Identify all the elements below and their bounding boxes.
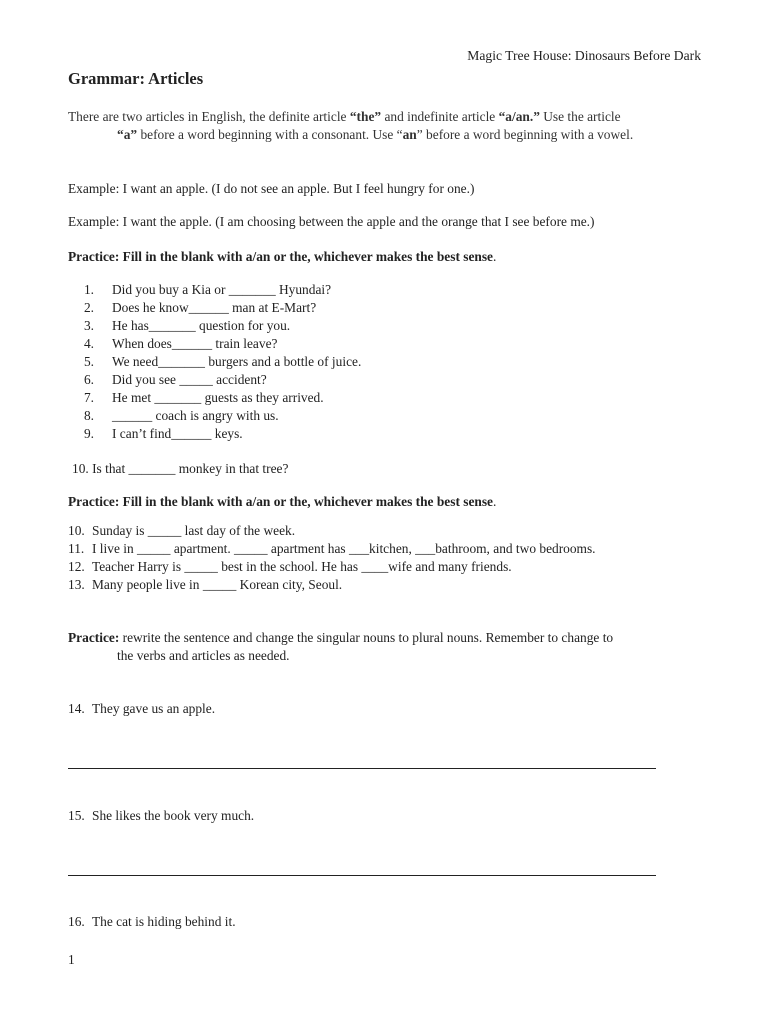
item-text: Does he know______ man at E-Mart? bbox=[112, 300, 317, 315]
practice-heading-3 bbox=[68, 629, 613, 647]
item-number: 3. bbox=[83, 318, 94, 333]
item-text: They gave us an apple. bbox=[92, 701, 216, 716]
rewrite-item-16 bbox=[68, 913, 236, 931]
item-number: 8. bbox=[83, 408, 94, 423]
item-number: 7. bbox=[83, 390, 94, 405]
practice-1-extra-item: 10. Is that _______ monkey in that tree? bbox=[72, 461, 289, 476]
list-item bbox=[68, 299, 361, 317]
practice-label: Practice bbox=[68, 494, 115, 509]
item-text: Sunday is _____ last day of the week. bbox=[92, 523, 296, 538]
practice-heading-2 bbox=[68, 493, 496, 511]
item-number: 12. bbox=[68, 559, 85, 574]
practice-end: . bbox=[493, 494, 497, 509]
item-number: 14. bbox=[68, 701, 85, 716]
example-2: Example: I want the apple. (I am choosing between the apple and the orange that I see before me.) bbox=[68, 214, 595, 229]
practice-heading-1 bbox=[68, 248, 496, 266]
answer-line-15[interactable] bbox=[68, 875, 656, 876]
practice-heading-3-line2: the verbs and articles as needed. bbox=[117, 648, 290, 663]
answer-line-14[interactable] bbox=[68, 768, 656, 769]
practice-2-list bbox=[68, 522, 596, 594]
item-number: 2. bbox=[83, 300, 94, 315]
intro-text: Use the article bbox=[539, 109, 621, 124]
list-item bbox=[68, 353, 361, 371]
list-item bbox=[68, 540, 596, 558]
item-text: Did you see _____ accident? bbox=[112, 372, 267, 387]
item-text: Many people live in _____ Korean city, Seoul. bbox=[92, 577, 343, 592]
intro-text: ” before a word beginning with a vowel. bbox=[416, 127, 634, 142]
item-text: He met _______ guests as they arrived. bbox=[112, 390, 324, 405]
book-title-header: Magic Tree House: Dinosaurs Before Dark bbox=[467, 48, 701, 63]
practice-end: . bbox=[493, 249, 497, 264]
item-number: 11. bbox=[68, 541, 85, 556]
item-number: 9. bbox=[83, 426, 94, 441]
article-a: “a” bbox=[117, 127, 138, 142]
item-text: Did you buy a Kia or _______ Hyundai? bbox=[112, 282, 332, 297]
item-number: 15. bbox=[68, 808, 85, 823]
item-text: Teacher Harry is _____ best in the school. He has ____wife and many friends. bbox=[92, 559, 512, 574]
list-item bbox=[68, 576, 596, 594]
intro-text: There are two articles in English, the definite article bbox=[68, 109, 350, 124]
practice-instruction: : Fill in the blank with a/an or the, whichever makes the best sense bbox=[114, 494, 494, 509]
item-number: 13. bbox=[68, 577, 85, 592]
item-number: 1. bbox=[83, 282, 94, 297]
list-item bbox=[68, 522, 596, 540]
list-item bbox=[68, 371, 361, 389]
item-number: 10. bbox=[68, 523, 85, 538]
list-item bbox=[68, 389, 361, 407]
practice-label: Practice bbox=[68, 249, 115, 264]
item-text: ______ coach is angry with us. bbox=[112, 408, 279, 423]
practice-1-list bbox=[68, 281, 361, 443]
definite-article: “the” bbox=[349, 109, 382, 124]
item-number: 6. bbox=[83, 372, 94, 387]
list-item bbox=[68, 558, 596, 576]
practice-instruction: : Fill in the blank with a/an or the, whichever makes the best sense bbox=[114, 249, 494, 264]
item-text: I can’t find______ keys. bbox=[112, 426, 243, 441]
page-title: Grammar: Articles bbox=[68, 69, 204, 88]
item-number: 16. bbox=[68, 914, 85, 929]
rewrite-item-14 bbox=[68, 700, 215, 718]
item-number: 5. bbox=[83, 354, 94, 369]
list-item bbox=[68, 407, 361, 425]
practice-instruction: rewrite the sentence and change the singular nouns to plural nouns. Remember to change to bbox=[119, 630, 614, 645]
intro-text: and indefinite article bbox=[381, 109, 499, 124]
list-item bbox=[68, 335, 361, 353]
item-text: When does______ train leave? bbox=[112, 336, 278, 351]
indefinite-article: “a/an.” bbox=[498, 109, 540, 124]
item-text: She likes the book very much. bbox=[92, 808, 255, 823]
intro-text: before a word beginning with a consonant. Use “ bbox=[137, 127, 403, 142]
list-item bbox=[68, 317, 361, 335]
item-text: I live in _____ apartment. _____ apartment has ___kitchen, ___bathroom, and two bedrooms. bbox=[92, 541, 596, 556]
example-1: Example: I want an apple. (I do not see an apple. But I feel hungry for one.) bbox=[68, 181, 475, 196]
item-number: 4. bbox=[83, 336, 94, 351]
item-text: He has_______ question for you. bbox=[112, 318, 291, 333]
item-text: The cat is hiding behind it. bbox=[92, 914, 236, 929]
page-number: 1 bbox=[68, 952, 75, 967]
list-item bbox=[68, 425, 361, 443]
intro-paragraph bbox=[68, 108, 708, 144]
practice-label: Practice: bbox=[68, 630, 120, 645]
list-item bbox=[68, 281, 361, 299]
rewrite-item-15 bbox=[68, 807, 254, 825]
item-text: We need_______ burgers and a bottle of juice. bbox=[112, 354, 362, 369]
article-an: an bbox=[402, 127, 417, 142]
